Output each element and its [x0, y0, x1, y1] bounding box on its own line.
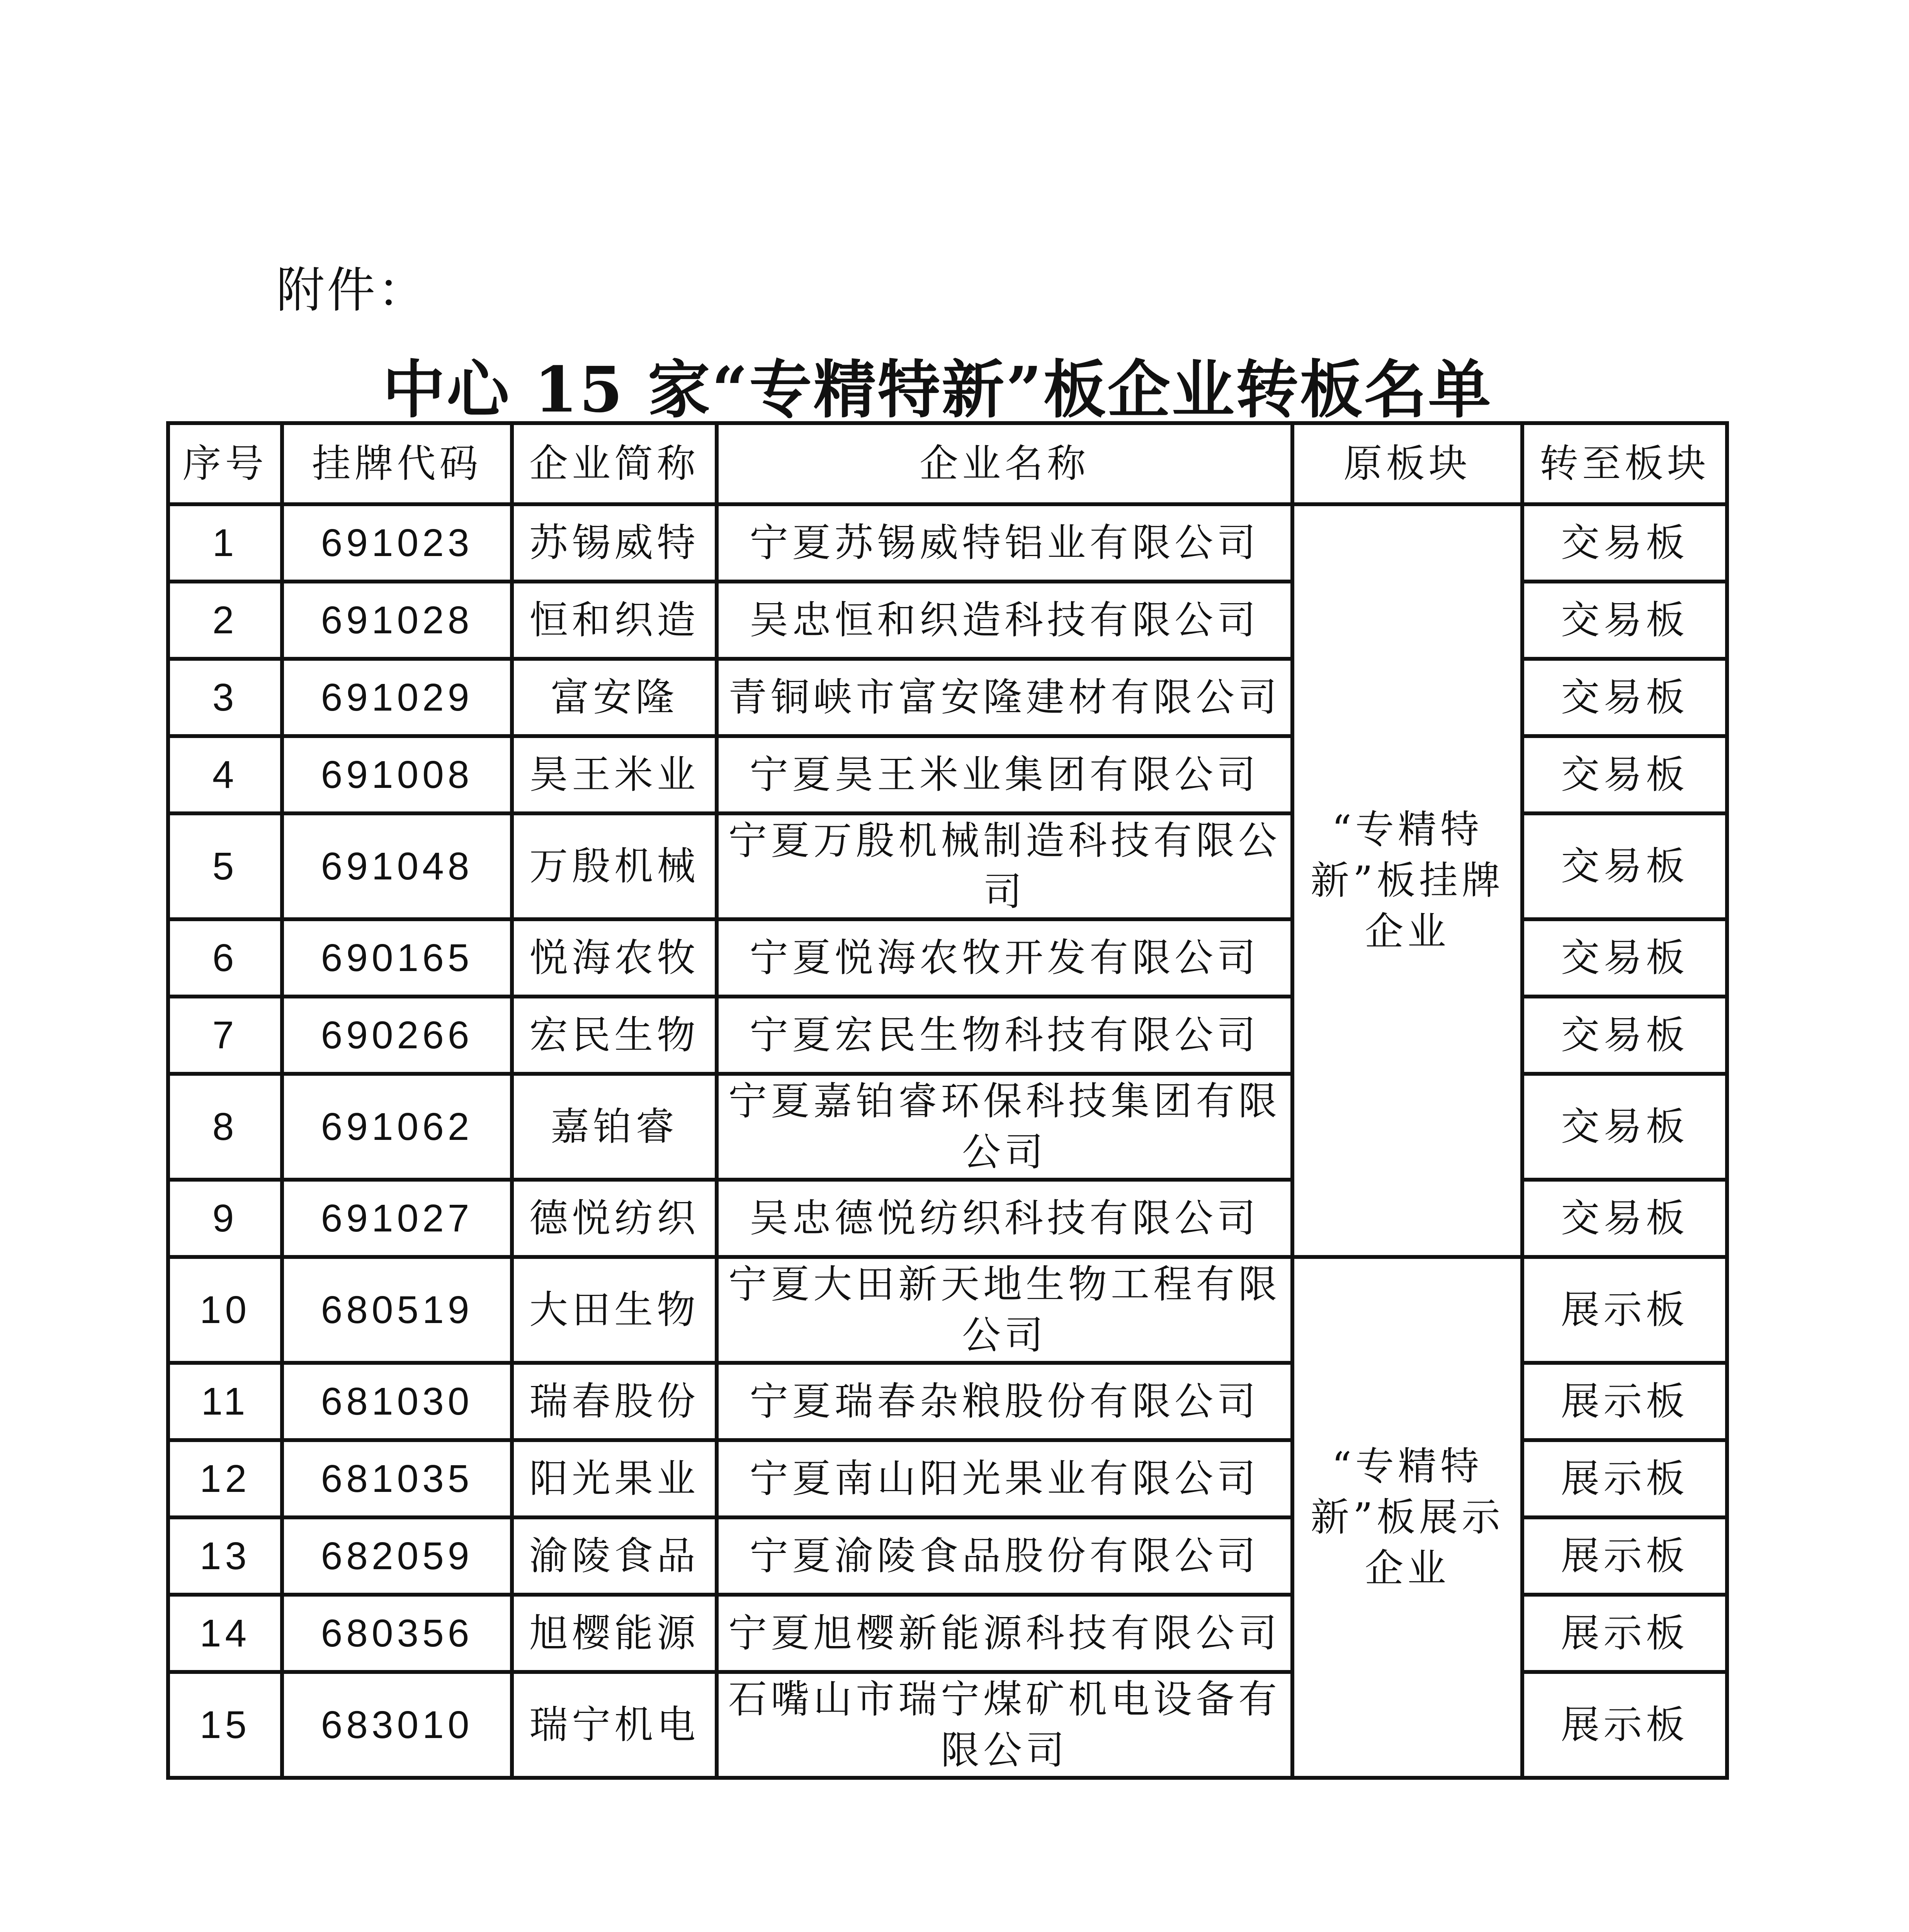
cell-target-board: 展示板: [1522, 1363, 1727, 1440]
table-row: [168, 1257, 1727, 1363]
cell-full-name: 宁夏旭樱新能源科技有限公司: [717, 1595, 1292, 1672]
cell-short-name: 阳光果业: [512, 1440, 717, 1517]
header-original-board: 原板块: [1292, 423, 1522, 504]
cell-code: 681035: [282, 1440, 512, 1517]
cell-code: 691027: [282, 1180, 512, 1257]
cell-code: 691008: [282, 736, 512, 813]
cell-target-board: 交易板: [1522, 736, 1727, 813]
cell-target-board: 交易板: [1522, 997, 1727, 1074]
header-seq: 序号: [168, 423, 282, 504]
cell-seq: 6: [168, 919, 282, 997]
header-short-name: 企业简称: [512, 423, 717, 504]
cell-short-name: 德悦纺织: [512, 1180, 717, 1257]
document-title: 中心 15 家“专精特新”板企业转板名单: [382, 353, 1493, 427]
cell-target-board: 展示板: [1522, 1595, 1727, 1672]
cell-short-name: 昊王米业: [512, 736, 717, 813]
attachment-label: 附件：: [276, 262, 428, 318]
header-code: 挂牌代码: [282, 423, 512, 504]
cell-code: 682059: [282, 1517, 512, 1595]
cell-full-name: 宁夏悦海农牧开发有限公司: [717, 919, 1292, 997]
cell-target-board: 交易板: [1522, 582, 1727, 659]
cell-code: 691028: [282, 582, 512, 659]
cell-code: 683010: [282, 1672, 512, 1778]
cell-code: 691023: [282, 504, 512, 582]
cell-seq: 2: [168, 582, 282, 659]
cell-full-name: 宁夏万殷机械制造科技有限公司: [717, 813, 1292, 919]
cell-full-name: 宁夏瑞春杂粮股份有限公司: [717, 1363, 1292, 1440]
cell-code: 691029: [282, 659, 512, 736]
cell-short-name: 瑞宁机电: [512, 1672, 717, 1778]
cell-seq: 15: [168, 1672, 282, 1778]
cell-seq: 7: [168, 997, 282, 1074]
cell-seq: 11: [168, 1363, 282, 1440]
cell-short-name: 富安隆: [512, 659, 717, 736]
cell-target-board: 交易板: [1522, 813, 1727, 919]
company-list-table: [166, 421, 1729, 1780]
cell-short-name: 旭樱能源: [512, 1595, 717, 1672]
cell-code: 680519: [282, 1257, 512, 1363]
cell-short-name: 悦海农牧: [512, 919, 717, 997]
cell-full-name: 宁夏渝陵食品股份有限公司: [717, 1517, 1292, 1595]
cell-seq: 3: [168, 659, 282, 736]
cell-short-name: 恒和织造: [512, 582, 717, 659]
cell-short-name: 万殷机械: [512, 813, 717, 919]
cell-full-name: 青铜峡市富安隆建材有限公司: [717, 659, 1292, 736]
cell-code: 691048: [282, 813, 512, 919]
cell-target-board: 交易板: [1522, 659, 1727, 736]
cell-short-name: 渝陵食品: [512, 1517, 717, 1595]
cell-code: 690165: [282, 919, 512, 997]
cell-code: 690266: [282, 997, 512, 1074]
header-target-board: 转至板块: [1522, 423, 1727, 504]
cell-full-name: 吴忠恒和织造科技有限公司: [717, 582, 1292, 659]
cell-original-board-display: “专精特新”板展示企业: [1292, 1257, 1522, 1778]
table-row: [168, 504, 1727, 582]
cell-target-board: 交易板: [1522, 504, 1727, 582]
cell-target-board: 交易板: [1522, 919, 1727, 997]
cell-original-board-listed: “专精特新”板挂牌企业: [1292, 504, 1522, 1257]
cell-full-name: 宁夏南山阳光果业有限公司: [717, 1440, 1292, 1517]
header-full-name: 企业名称: [717, 423, 1292, 504]
cell-short-name: 宏民生物: [512, 997, 717, 1074]
cell-short-name: 瑞春股份: [512, 1363, 717, 1440]
cell-seq: 8: [168, 1074, 282, 1180]
cell-short-name: 苏锡威特: [512, 504, 717, 582]
cell-target-board: 交易板: [1522, 1074, 1727, 1180]
cell-target-board: 交易板: [1522, 1180, 1727, 1257]
cell-short-name: 嘉铂睿: [512, 1074, 717, 1180]
cell-seq: 12: [168, 1440, 282, 1517]
cell-seq: 10: [168, 1257, 282, 1363]
cell-code: 691062: [282, 1074, 512, 1180]
cell-seq: 13: [168, 1517, 282, 1595]
cell-target-board: 展示板: [1522, 1257, 1727, 1363]
cell-seq: 4: [168, 736, 282, 813]
cell-full-name: 宁夏苏锡威特铝业有限公司: [717, 504, 1292, 582]
cell-seq: 9: [168, 1180, 282, 1257]
cell-full-name: 石嘴山市瑞宁煤矿机电设备有限公司: [717, 1672, 1292, 1778]
cell-target-board: 展示板: [1522, 1440, 1727, 1517]
table-header-row: [168, 423, 1727, 504]
cell-code: 681030: [282, 1363, 512, 1440]
cell-target-board: 展示板: [1522, 1517, 1727, 1595]
cell-seq: 14: [168, 1595, 282, 1672]
cell-code: 680356: [282, 1595, 512, 1672]
cell-full-name: 宁夏大田新天地生物工程有限公司: [717, 1257, 1292, 1363]
cell-full-name: 宁夏嘉铂睿环保科技集团有限公司: [717, 1074, 1292, 1180]
cell-target-board: 展示板: [1522, 1672, 1727, 1778]
cell-full-name: 吴忠德悦纺织科技有限公司: [717, 1180, 1292, 1257]
cell-full-name: 宁夏昊王米业集团有限公司: [717, 736, 1292, 813]
cell-seq: 5: [168, 813, 282, 919]
cell-full-name: 宁夏宏民生物科技有限公司: [717, 997, 1292, 1074]
cell-seq: 1: [168, 504, 282, 582]
cell-short-name: 大田生物: [512, 1257, 717, 1363]
